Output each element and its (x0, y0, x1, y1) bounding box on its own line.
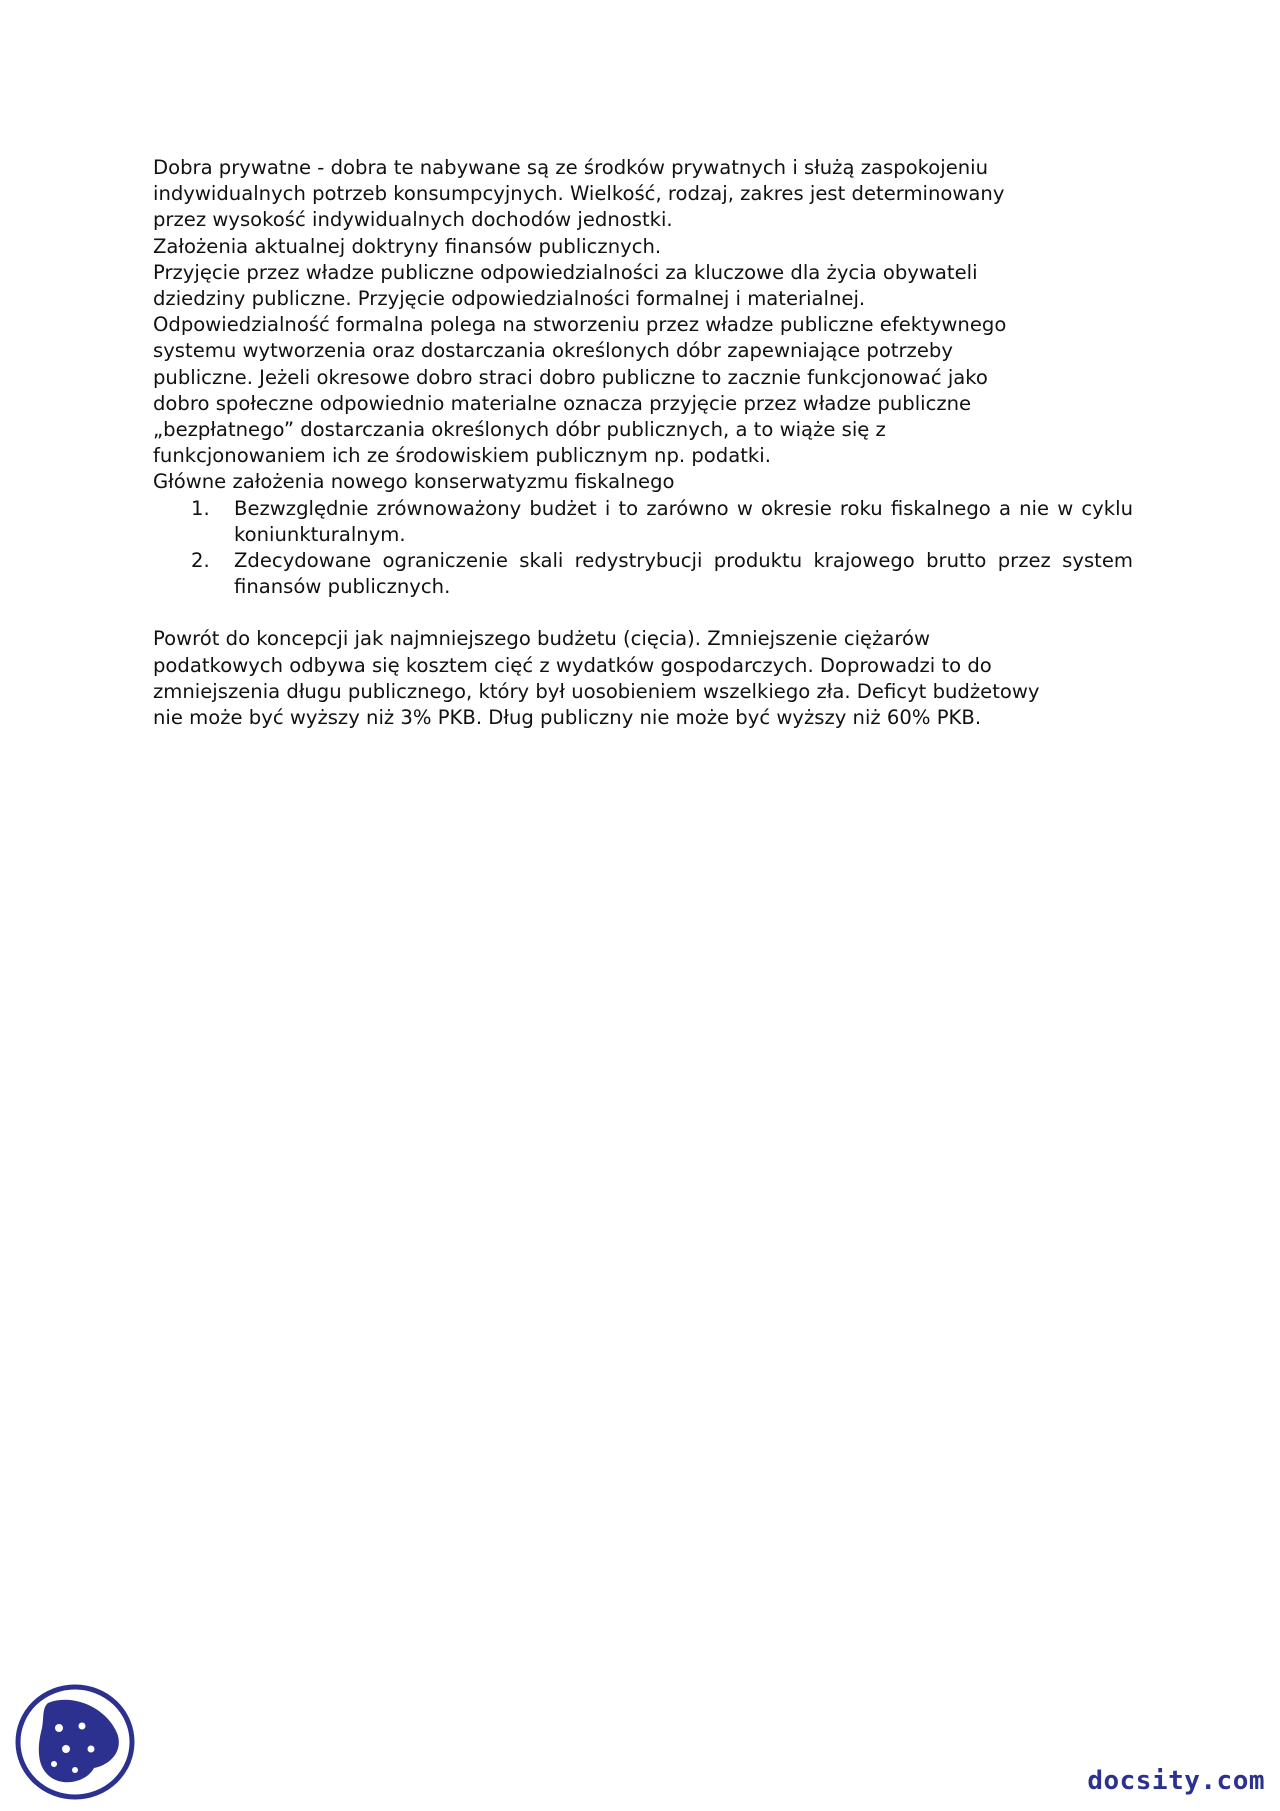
paragraph-intro (153, 155, 1133, 496)
text-line: podatkowych odbywa się kosztem cięć z wydatków gospodarczych. Doprowadzi to do (153, 653, 992, 677)
text-line: Przyjęcie przez władze publiczne odpowiedzialności za kluczowe dla życia obywateli (153, 260, 978, 284)
paragraph-conclusion (153, 626, 1133, 731)
list-item (153, 496, 1133, 548)
list-number: 1. (191, 496, 210, 520)
text-line: funkcjonowaniem ich ze środowiskiem publicznym np. podatki. (153, 444, 771, 468)
text-line: Dobra prywatne - dobra te nabywane są ze środków prywatnych i służą zaspokojeniu (153, 156, 989, 179)
numbered-list (153, 496, 1133, 601)
docsity-logo-icon[interactable] (14, 1683, 136, 1801)
text-line: zmniejszenia długu publicznego, który był uosobieniem wszelkiego zła. Deficyt budżetowy (153, 679, 1040, 703)
text-line: „bezpłatnego” dostarczania określonych dóbr publicznych, a to wiąże się z (153, 418, 886, 442)
list-number: 2. (191, 549, 210, 573)
text-line: nie może być wyższy niż 3% PKB. Dług publiczny nie może być wyższy niż 60% PKB. (153, 706, 982, 730)
text-line: indywidualnych potrzeb konsumpcyjnych. Wielkość, rodzaj, zakres jest determinowany (153, 182, 1005, 206)
docsity-logo-graphic (14, 1683, 136, 1801)
document-body (153, 155, 1133, 731)
text-line: Odpowiedzialność formalna polega na stworzeniu przez władze publiczne efektywnego (153, 313, 1007, 337)
paragraph-spacer (153, 600, 1133, 626)
brand-link[interactable]: docsity.com (1087, 1766, 1265, 1796)
list-item (153, 548, 1133, 600)
text-line: przez wysokość indywidualnych dochodów jednostki. (153, 208, 673, 232)
text-line: systemu wytworzenia oraz dostarczania określonych dóbr zapewniające potrzeby (153, 339, 953, 363)
text-line: Założenia aktualnej doktryny finansów publicznych. (153, 234, 662, 258)
list-item-text: Zdecydowane ograniczenie skali redystrybucji produktu krajowego brutto przez system finansów publicznych. (234, 549, 1133, 599)
text-line: dobro społeczne odpowiednio materialne oznacza przyjęcie przez władze publiczne (153, 391, 972, 415)
list-item-text: Bezwzględnie zrównoważony budżet i to zarówno w okresie roku fiskalnego a nie w cyklu koniunkturalnym. (234, 496, 1133, 546)
text-line: Główne założenia nowego konserwatyzmu fiskalnego (153, 470, 675, 494)
text-line: Powrót do koncepcji jak najmniejszego budżetu (cięcia). Zmniejszenie ciężarów (153, 627, 931, 651)
text-line: publiczne. Jeżeli okresowe dobro straci dobro publiczne to zacznie funkcjonować jako (153, 365, 988, 389)
text-line: dziedziny publiczne. Przyjęcie odpowiedzialności formalnej i materialnej. (153, 287, 866, 311)
